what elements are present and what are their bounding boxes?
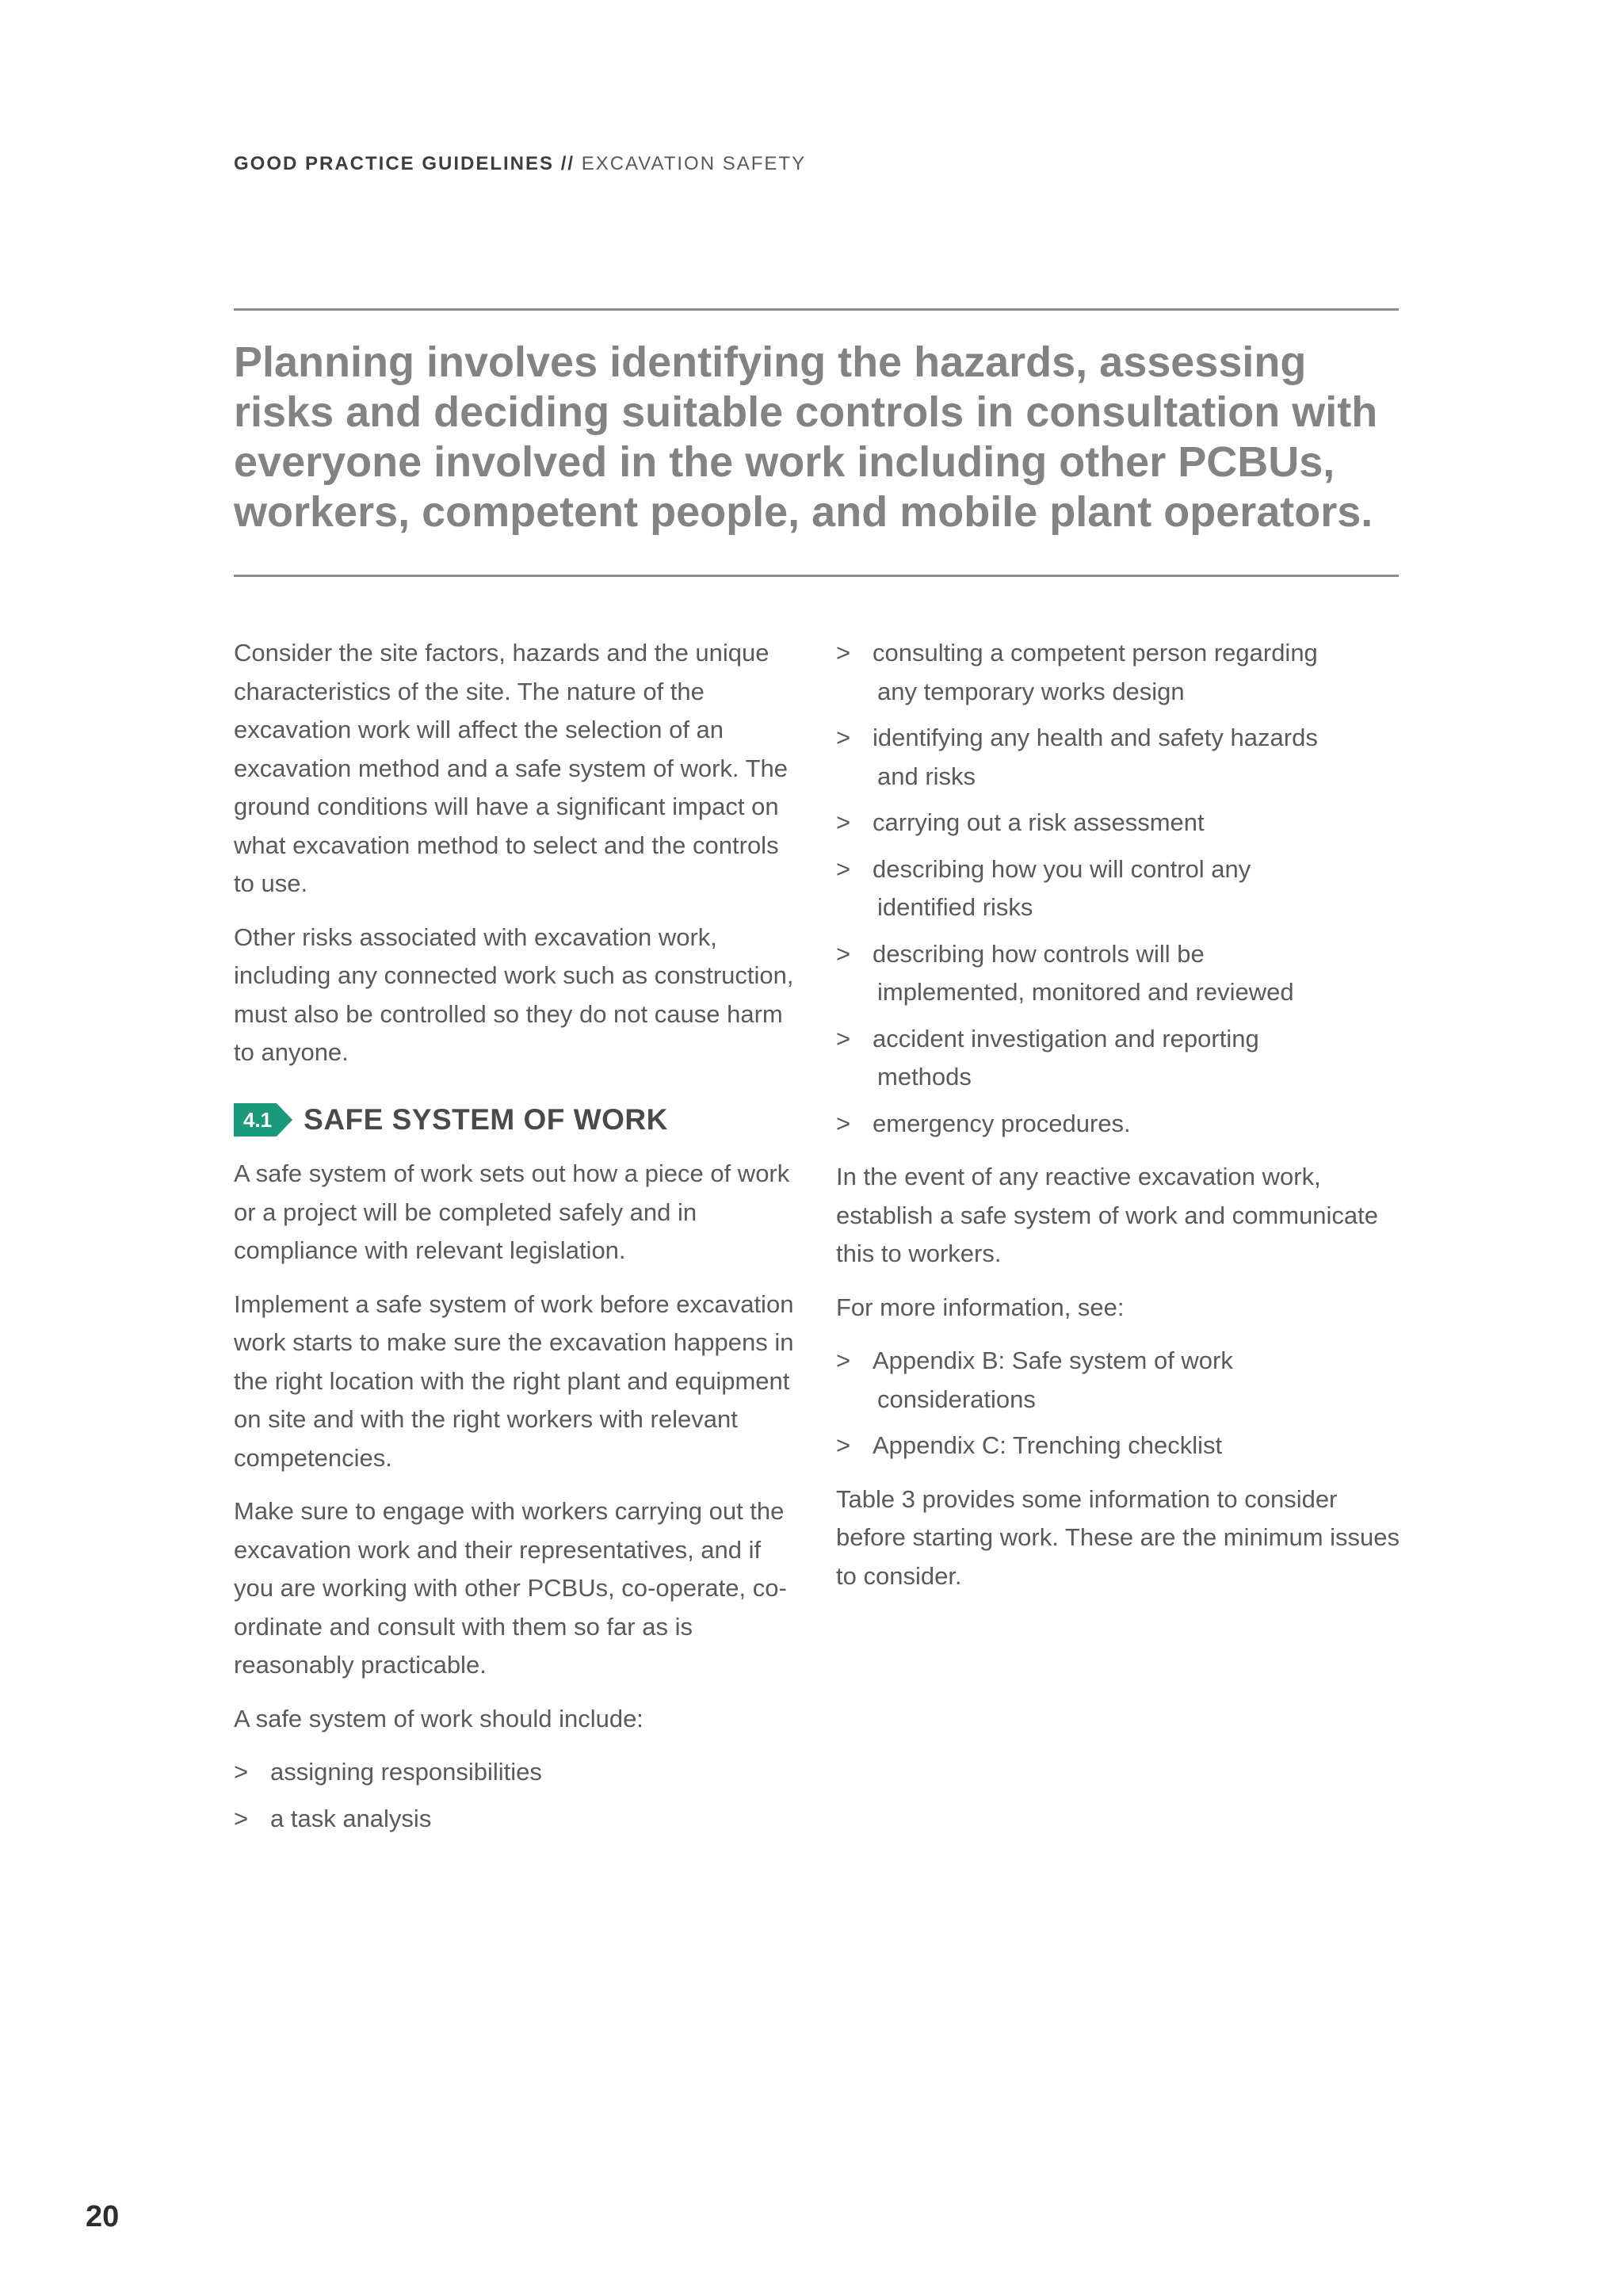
paragraph: For more information, see: — [836, 1293, 1125, 1321]
paragraph: Implement a safe system of work before excavation work starts to make sure the excavation happens in the right location with the right plant and equipment on site and with the right workers with relevant competencies. — [234, 1289, 794, 1472]
list-item: > a task analysis — [234, 1800, 804, 1839]
bullet-marker: > — [836, 639, 851, 667]
bullet-marker: > — [836, 854, 851, 883]
bullet-marker: > — [836, 939, 851, 968]
list-item: > emergency procedures. — [836, 1105, 1407, 1144]
page-number: 20 — [86, 2200, 120, 2233]
section-title: SAFE SYSTEM OF WORK — [304, 1102, 668, 1136]
header-topic: EXCAVATION SAFETY — [575, 153, 807, 174]
lead-rule-top — [234, 308, 1399, 311]
list-item: > assigning responsibilities — [234, 1753, 804, 1792]
list-item: > Appendix C: Trenching checklist — [836, 1427, 1407, 1465]
list-item: > identifying any health and safety hazards and risks — [836, 719, 1407, 796]
paragraph: A safe system of work should include: — [234, 1704, 643, 1733]
bullet-marker: > — [836, 724, 851, 751]
paragraph: Table 3 provides some information to consider before starting work. These are the minimum issues to consider. — [836, 1484, 1400, 1590]
bullet-marker: > — [836, 1109, 851, 1137]
paragraph: In the event of any reactive excavation work, establish a safe system of work and communicate this to workers. — [836, 1163, 1379, 1267]
lead-statement: Planning involves identifying the hazards, assessing risks and deciding suitable controls in consultation with everyone involved in the work including other PCBUs, workers, competent people, and mobile plant operators. — [234, 338, 1378, 536]
paragraph: Consider the site factors, hazards and the unique characteristics of the site. The nature of the excavation work will affect the selection of an excavation method and a safe system of work. The ground conditions will have a significant impact on what excavation method to select and the controls to use. — [234, 639, 789, 897]
bullet-marker: > — [836, 1347, 851, 1374]
running-header — [234, 153, 806, 175]
list-item: > consulting a competent person regarding any temporary works design — [836, 634, 1407, 711]
list-item: > Appendix B: Safe system of work considerations — [836, 1342, 1407, 1419]
lead-rule-bottom — [234, 575, 1399, 577]
paragraph: A safe system of work sets out how a piece of work or a project will be completed safely and in compliance with relevant legislation. — [234, 1159, 790, 1264]
list-item: > carrying out a risk assessment — [836, 804, 1407, 842]
paragraph: Other risks associated with excavation work, including any connected work such as construction, must also be controlled so they do not cause harm to anyone. — [234, 923, 794, 1066]
left-column — [234, 634, 804, 1853]
bullet-marker: > — [836, 808, 851, 836]
bullet-marker: > — [234, 1758, 249, 1786]
bullet-list — [836, 1342, 1407, 1465]
bullet-marker: > — [836, 1431, 851, 1459]
paragraph: Make sure to engage with workers carrying out the excavation work and their representatives, and if you are working with other PCBUs, co-operate, co-ordinate and consult with them so far as is reasonably practicable. — [234, 1497, 787, 1679]
section-heading — [234, 1101, 804, 1140]
list-item: > describing how controls will be implemented, monitored and reviewed — [836, 935, 1407, 1012]
list-item: > describing how you will control any identified risks — [836, 850, 1407, 927]
bullet-list — [234, 1753, 804, 1838]
section-number-badge: 4.1 — [234, 1103, 277, 1137]
bullet-list — [836, 634, 1407, 1143]
list-item: > accident investigation and reporting methods — [836, 1020, 1407, 1097]
bullet-marker: > — [836, 1024, 851, 1052]
right-column — [836, 634, 1407, 1610]
header-series: GOOD PRACTICE GUIDELINES // — [234, 153, 575, 174]
bullet-marker: > — [234, 1804, 249, 1832]
